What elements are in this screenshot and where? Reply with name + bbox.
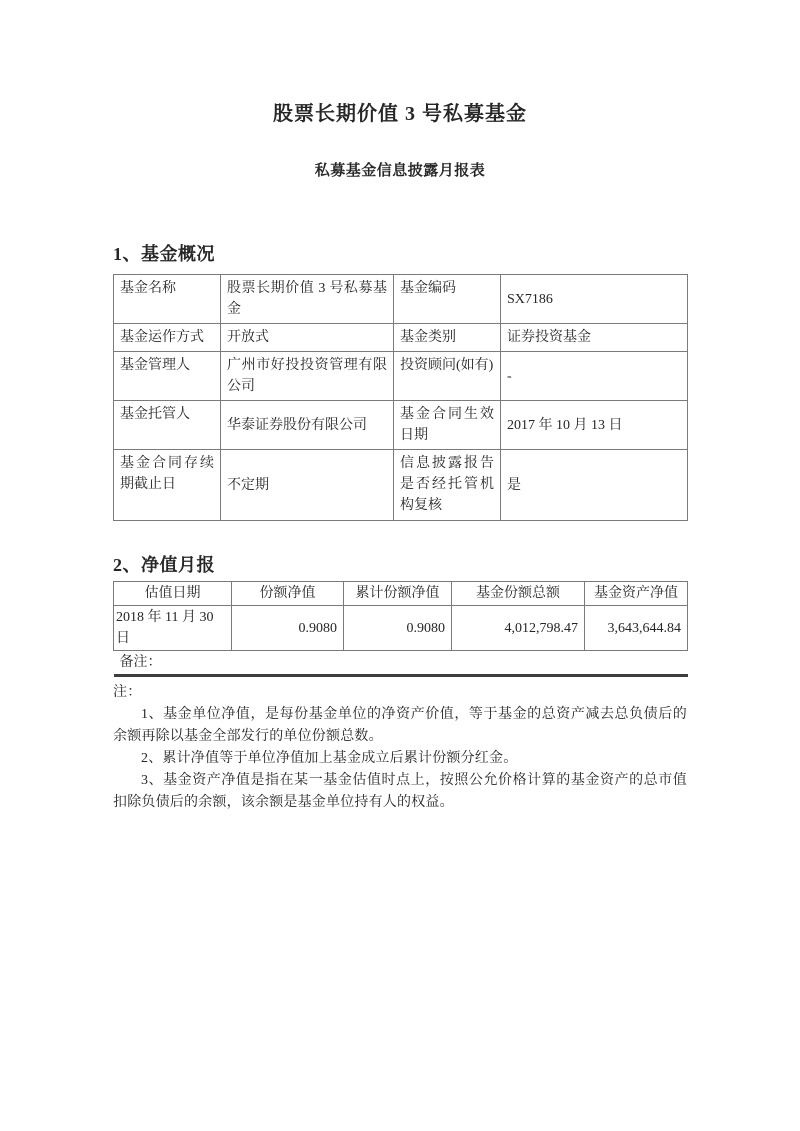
fund-overview-table — [113, 274, 688, 521]
operation-mode-value: 开放式 — [221, 324, 394, 352]
nav-table-remark-row — [114, 651, 688, 676]
cumulative-nav-header: 累计份额净值 — [344, 582, 452, 606]
fund-name-label: 基金名称 — [114, 275, 221, 324]
contract-effective-date-value: 2017 年 10 月 13 日 — [501, 401, 688, 450]
total-shares-header: 基金份额总额 — [452, 582, 585, 606]
fund-custodian-label: 基金托管人 — [114, 401, 221, 450]
fund-manager-value: 广州市好投投资管理有限公司 — [221, 352, 394, 401]
unit-nav-header: 份额净值 — [232, 582, 344, 606]
document-title: 股票长期价值 3 号私募基金 — [273, 103, 527, 125]
footnote-item-2: 2、累计净值等于单位净值加上基金成立后累计份额分红金。 — [141, 751, 518, 766]
overview-row-operation-mode — [114, 324, 688, 352]
overview-row-fund-name — [114, 275, 688, 324]
fund-custodian-value: 华泰证券股份有限公司 — [221, 401, 394, 450]
custodian-review-label: 信息披露报告是否经托管机构复核 — [394, 450, 501, 521]
total-net-assets-value: 3,643,644.84 — [585, 606, 688, 651]
total-shares-value: 4,012,798.47 — [452, 606, 585, 651]
document-subtitle: 私募基金信息披露月报表 — [314, 163, 486, 179]
valuation-date-header: 估值日期 — [114, 582, 232, 606]
footnotes-label: 注： — [113, 685, 142, 700]
overview-row-contract-expiry — [114, 450, 688, 521]
document-content — [113, 243, 687, 814]
nav-table-header-row — [114, 582, 688, 606]
operation-mode-label: 基金运作方式 — [114, 324, 221, 352]
cumulative-nav-value: 0.9080 — [344, 606, 452, 651]
fund-type-label: 基金类别 — [394, 324, 501, 352]
footnote-item-3: 3、基金资产净值是指在某一基金估值时点上，按照公允价格计算的基金资产的总市值扣除负债后的余额，该余额是基金单位持有人的权益。 — [113, 773, 687, 810]
nav-table-data-row — [114, 606, 688, 651]
fund-type-value: 证券投资基金 — [501, 324, 688, 352]
unit-nav-value: 0.9080 — [232, 606, 344, 651]
overview-row-custodian — [114, 401, 688, 450]
footnote-item-1: 1、基金单位净值，是每份基金单位的净资产价值，等于基金的总资产减去总负债后的余额再除以基金全部发行的单位份额总数。 — [113, 707, 687, 744]
fund-name-value: 股票长期价值 3 号私募基金 — [221, 275, 394, 324]
fund-manager-label: 基金管理人 — [114, 352, 221, 401]
overview-row-manager — [114, 352, 688, 401]
investment-advisor-value: - — [501, 352, 688, 401]
contract-expiry-label: 基金合同存续期截止日 — [114, 450, 221, 521]
contract-effective-date-label: 基金合同生效日期 — [394, 401, 501, 450]
fund-code-label: 基金编码 — [394, 275, 501, 324]
section-heading-nav-report: 2、净值月报 — [113, 555, 215, 575]
footnotes-section — [113, 682, 687, 814]
investment-advisor-label: 投资顾问(如有) — [394, 352, 501, 401]
valuation-date-value: 2018 年 11 月 30 日 — [114, 606, 232, 651]
nav-monthly-table — [113, 581, 688, 677]
custodian-review-value: 是 — [501, 450, 688, 521]
contract-expiry-value: 不定期 — [221, 450, 394, 521]
fund-code-value: SX7186 — [501, 275, 688, 324]
total-net-assets-header: 基金资产净值 — [585, 582, 688, 606]
remark-label: 备注： — [114, 651, 688, 676]
section-heading-fund-overview: 1、基金概况 — [113, 244, 215, 264]
